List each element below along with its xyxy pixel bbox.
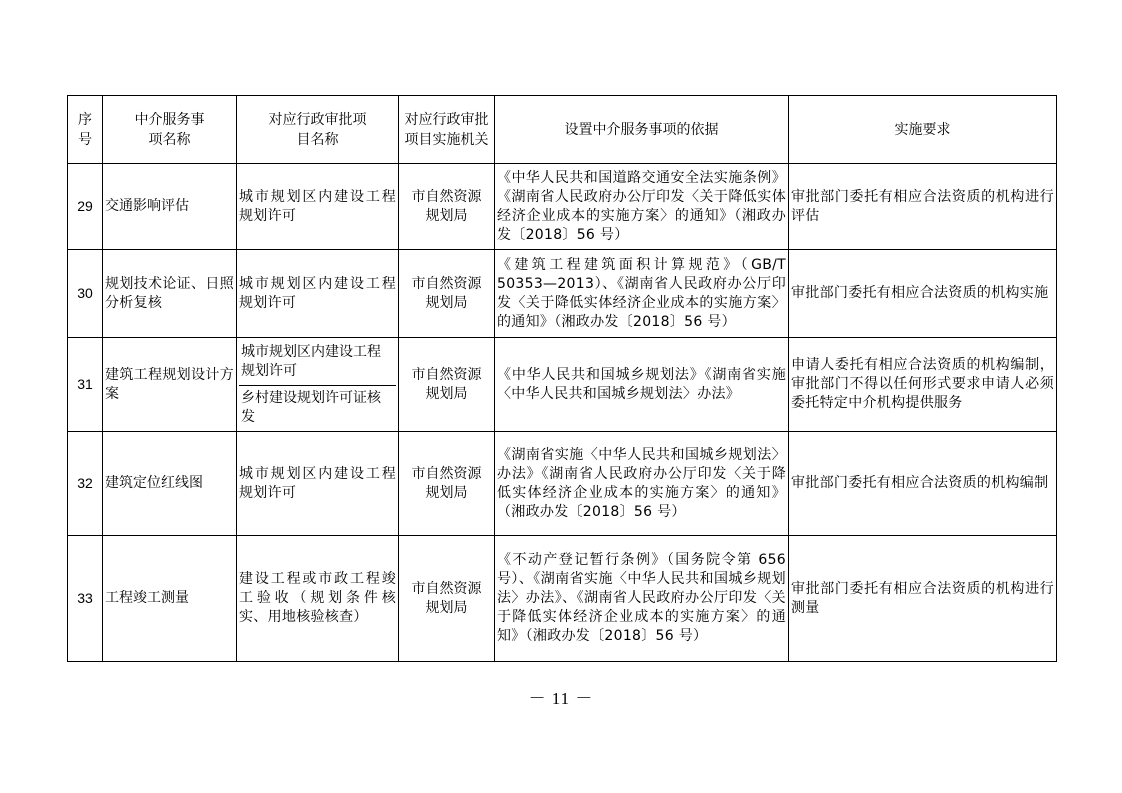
header-req: 实施要求 xyxy=(789,96,1057,164)
requirements: 审批部门委托有相应合法资质的机构实施 xyxy=(789,250,1057,338)
intermediary-services-table xyxy=(67,95,1057,662)
service-name: 建筑定位红线图 xyxy=(103,432,237,536)
legal-basis: 《建筑工程建筑面积计算规范》（GB/T 50353—2013）、《湖南省人民政府办公厅印发〈关于降低实体经济企业成本的实施方案〉的通知》（湘政办发〔2018〕56 号） xyxy=(495,250,789,338)
implementing-agency: 市自然资源规划局 xyxy=(399,536,495,662)
row-number: 30 xyxy=(68,250,103,338)
service-name: 规划技术论证、日照分析复核 xyxy=(103,250,237,338)
table-row xyxy=(68,432,1057,536)
requirements: 审批部门委托有相应合法资质的机构进行测量 xyxy=(789,536,1057,662)
approval-item: 城市规划区内建设工程规划许可 xyxy=(237,250,399,338)
row-number: 31 xyxy=(68,338,103,432)
header-no: 序号 xyxy=(68,96,103,164)
legal-basis: 《湖南省实施〈中华人民共和国城乡规划法〉办法》《湖南省人民政府办公厅印发〈关于降低实体经济企业成本的实施方案〉的通知》（湘政办发〔2018〕56 号） xyxy=(495,432,789,536)
legal-basis: 《不动产登记暂行条例》（国务院令第 656 号）、《湖南省实施〈中华人民共和国城乡规划法〉办法》、《湖南省人民政府办公厅印发〈关于降低实体经济企业成本的实施方案〉的通知》（湘政办发〔2018〕56 号） xyxy=(495,536,789,662)
header-org: 对应行政审批项目实施机关 xyxy=(399,96,495,164)
service-name: 工程竣工测量 xyxy=(103,536,237,662)
service-name: 交通影响评估 xyxy=(103,164,237,250)
approval-item: 城市规划区内建设工程规划许可 xyxy=(241,343,381,379)
approval-item: 城市规划区内建设工程规划许可 xyxy=(237,164,399,250)
legal-basis: 《中华人民共和国城乡规划法》《湖南省实施〈中华人民共和国城乡规划法〉办法》 xyxy=(495,338,789,432)
row-number: 32 xyxy=(68,432,103,536)
page-number: － 11 － xyxy=(528,689,594,708)
header-approval: 对应行政审批项目名称 xyxy=(237,96,399,164)
table-row xyxy=(68,536,1057,662)
approval-item: 城市规划区内建设工程规划许可 xyxy=(237,432,399,536)
table-row xyxy=(68,164,1057,250)
implementing-agency: 市自然资源规划局 xyxy=(399,164,495,250)
row-number: 33 xyxy=(68,536,103,662)
header-service: 中介服务事项名称 xyxy=(103,96,237,164)
implementing-agency: 市自然资源规划局 xyxy=(399,338,495,432)
requirements: 审批部门委托有相应合法资质的机构编制 xyxy=(789,432,1057,536)
row-number: 29 xyxy=(68,164,103,250)
requirements: 申请人委托有相应合法资质的机构编制，审批部门不得以任何形式要求申请人必须委托特定中介机构提供服务 xyxy=(789,338,1057,432)
legal-basis: 《中华人民共和国道路交通安全法实施条例》《湖南省人民政府办公厅印发〈关于降低实体经济企业成本的实施方案〉的通知》（湘政办发〔2018〕56 号） xyxy=(495,164,789,250)
approval-item: 建设工程或市政工程竣工验收（规划条件核实、用地核验核查） xyxy=(237,536,399,662)
implementing-agency: 市自然资源规划局 xyxy=(399,432,495,536)
approval-item: 乡村建设规划许可证核发 xyxy=(239,385,396,431)
requirements: 审批部门委托有相应合法资质的机构进行评估 xyxy=(789,164,1057,250)
implementing-agency: 市自然资源规划局 xyxy=(399,250,495,338)
table-row xyxy=(68,250,1057,338)
header-basis: 设置中介服务事项的依据 xyxy=(495,96,789,164)
table-header-row xyxy=(68,96,1057,164)
approval-items xyxy=(237,338,399,432)
service-name: 建筑工程规划设计方案 xyxy=(103,338,237,432)
table-row xyxy=(68,338,1057,432)
